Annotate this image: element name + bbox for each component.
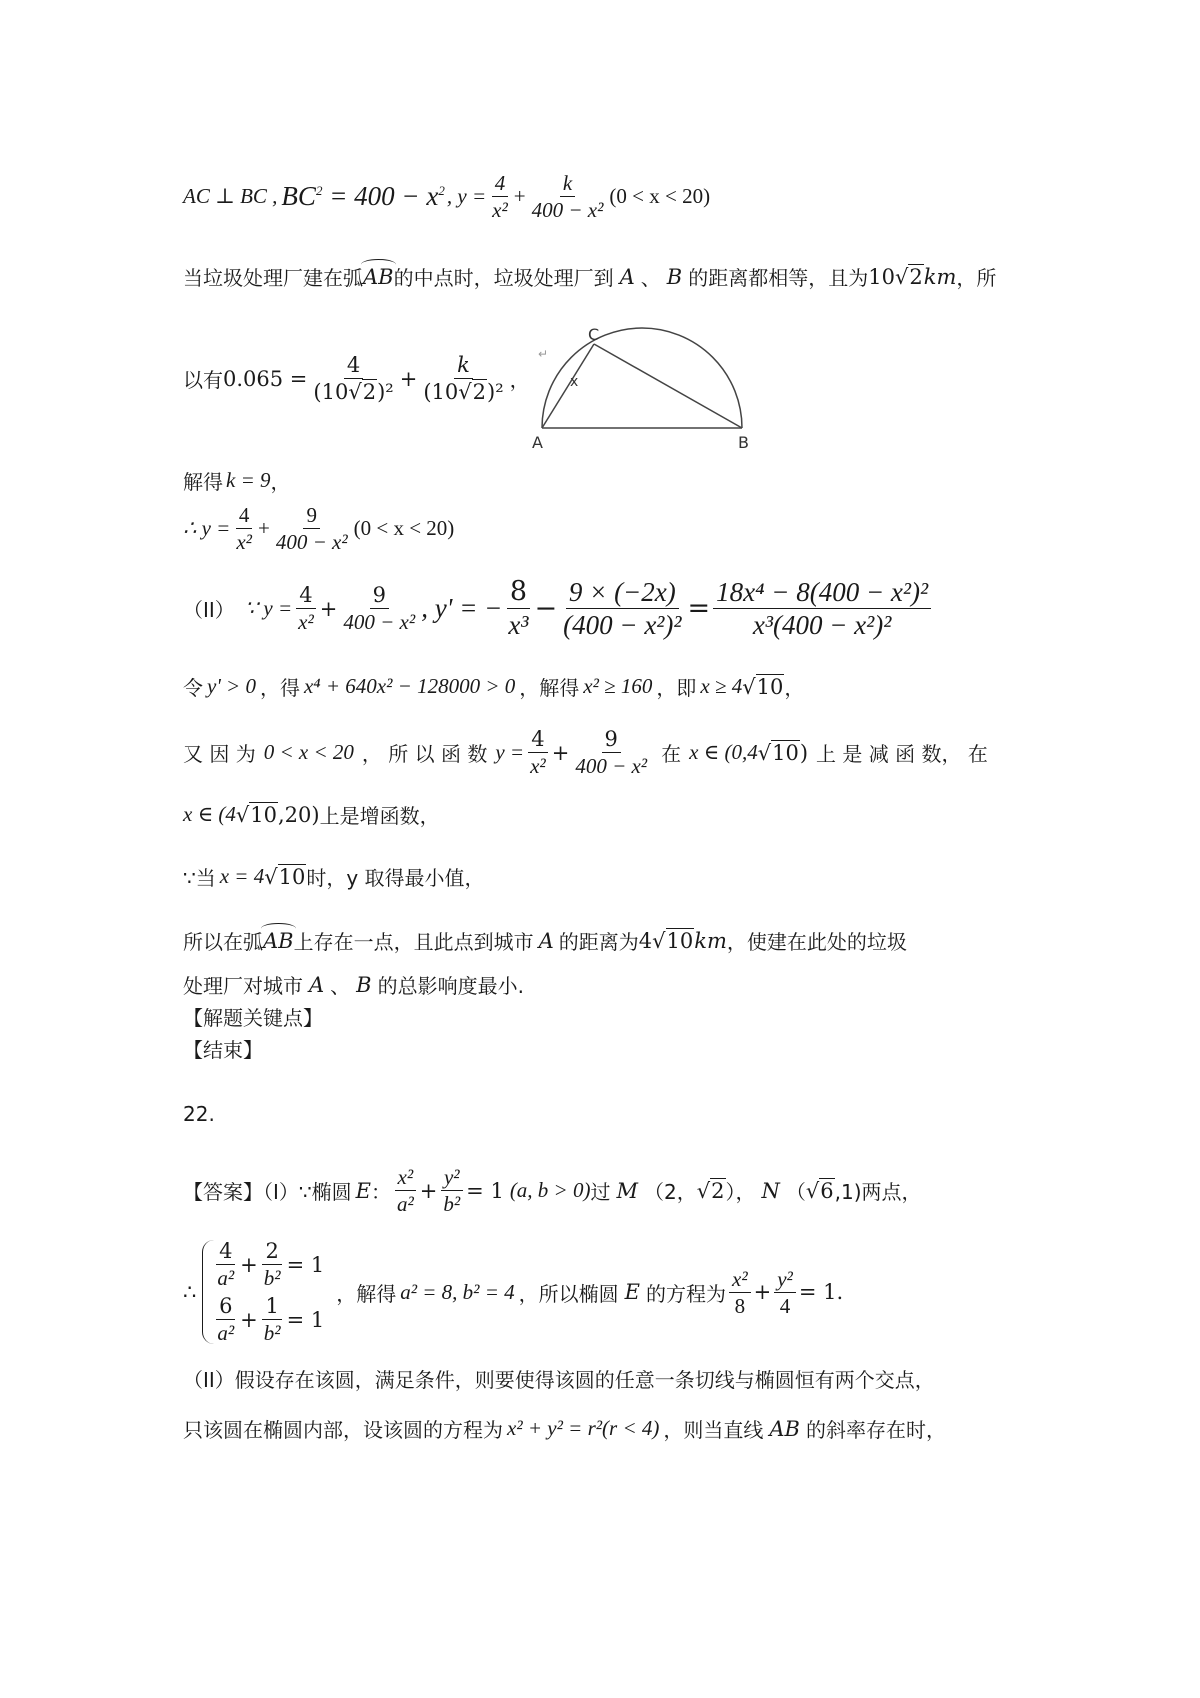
fraction: $\frac{\text{y²}}{\text{b²}}$: [440, 1166, 463, 1215]
fraction: $\frac{4}{\text{x²}}$: [298, 583, 314, 635]
question-number: 22.: [183, 1102, 215, 1126]
fraction: $\frac{9}{\text{400 − x²}}$: [343, 583, 416, 635]
fraction: $\frac{\text{18x⁴ − 8(400 − x²)²}}{\text{x³(400 − x²)²}}$: [713, 578, 931, 640]
paragraph-mark-icon: ↵: [538, 347, 549, 361]
text-line-4: 解得 k = 9 ，: [183, 468, 291, 494]
fraction: $\frac{9 \times (-2x)}{\text{(400 − x²)²}}$: [563, 577, 682, 641]
arc-ab: AB: [263, 928, 294, 953]
y-equals: , y =: [446, 184, 487, 209]
text-line-12: 处理厂对城市 A 、 B 的总影响度最小.: [183, 972, 524, 998]
end-marker: 【结束】: [183, 1038, 263, 1062]
fraction: $\frac{8}{\text{x³}}$: [508, 576, 529, 641]
text-line-11: 所以在弧 AB 上存在一点，且此点到城市 A 的距离为 4 √ 10 km ，使建在此处的垃圾: [183, 928, 907, 954]
segment-bc: [594, 344, 742, 428]
bc-equation: = 400 − x: [322, 181, 439, 212]
point-b: B: [666, 264, 683, 289]
fraction: $\frac{\text{x²}}{\text{a²}}$: [394, 1166, 417, 1215]
equation-line-5: ∴ y = $\frac{4}{\text{x²}}$ + $\frac{9}{\text{400 − x²}}$ (0 < x < 20): [183, 503, 455, 555]
fraction: $\frac{4}{\text{(10√2)²}}$: [313, 353, 394, 405]
domain-range: (0 < x < 20): [609, 184, 711, 209]
label-x: x: [570, 374, 579, 390]
bc-term: BC: [281, 181, 316, 212]
system-of-equations: ∴ $\frac{4}{\text{a²}}$ + $\frac{2}{\text{b²}}$ = 1 $\frac{6}{\text{a²}}$ + $\frac{1}{\text{b²}}$ = 1 ，解得 a² = 8, b² = 4 ，所以椭圆 E 的方程为 $\frac{\text{x²}}{8}$ + $\frac{\text{y²}}{4}$ = 1.: [183, 1239, 844, 1346]
fraction: $\frac{4}{\text{x²}}$: [530, 727, 546, 779]
fraction: $\frac{4}{\text{x²}}$: [492, 171, 508, 223]
derivative-line: （II） ∵ y = $\frac{4}{\text{x²}}$ + $\frac{9}{\text{400 − x²}}$ , y' = − $\frac{8}{\text{x³}}$ − $\frac{9 \times (-2x)}{\text{(400 − x²)²}}$ = $\frac{\text{18x⁴ − 8(400 − x²)²}}{\text{x³(400 − x²)²}}$: [183, 578, 934, 640]
label-b: B: [738, 433, 749, 452]
equation-system: $\frac{4}{\text{a²}}$ + $\frac{2}{\text{b²}}$ = 1 $\frac{6}{\text{a²}}$ + $\frac{1}{\text{b²}}$ = 1: [202, 1240, 324, 1344]
fraction: $\frac{k}{\text{400 − x²}}$: [531, 171, 604, 223]
equation-line-3: 以有 0.065 = $\frac{4}{\text{(10√2)²}}$ + $\frac{k}{\text{(10√2)²}}$ ，: [183, 353, 530, 405]
text-line-8: 又 因 为 0 < x < 20 ， 所 以 函 数 y = $\frac{4}{\text{x²}}$ + $\frac{9}{\text{400 − x²}}$ 在 x ∈ (0,4 √ 10 ) 上 是 减 函 数， 在: [183, 727, 988, 779]
text-line-10: ∵当 x = 4 √ 10 时，y 取得最小值，: [183, 864, 485, 890]
value-0065: 0.065 =: [223, 366, 308, 391]
text-line-18: （II）假设存在该圆，满足条件，则要使得该圆的任意一条切线与椭圆恒有两个交点，: [183, 1368, 935, 1392]
label-c: C: [588, 325, 600, 344]
perpendicular-statement: AC ⊥ BC ,: [183, 184, 278, 209]
segment-ac: [542, 344, 594, 428]
semicircle-figure: [532, 322, 762, 452]
equation-line-1: AC ⊥ BC , $BC^2 = 400 - x^2$ , y = $\frac{4}{\text{x²}}$ + $\frac{k}{\text{400 − x²}}$ (0 < x < 20): [183, 171, 711, 223]
arc-ab: AB: [363, 264, 394, 289]
fraction: $\frac{9}{\text{400 − x²}}$: [275, 503, 348, 555]
fraction: $\frac{4}{\text{x²}}$: [236, 503, 252, 555]
label-a: A: [532, 433, 543, 452]
text-line-7: 令 y' > 0 ，得 x⁴ + 640x² − 128000 > 0 ，解得 x² ≥ 160 ，即 x ≥ 4 √ 10 ，: [183, 674, 805, 700]
point-a: A: [619, 264, 635, 289]
key-points-heading: 【解题关键点】: [183, 1006, 323, 1030]
answer-line: 【答案】（I）∵椭圆 E ： $\frac{\text{x²}}{\text{a²}}$ + $\frac{\text{y²}}{\text{b²}}$ = 1 (a, b > 0) 过 M （2， √ 2 ）， N （ √ 6 ,1)两点，: [183, 1165, 922, 1217]
k-value: k = 9: [226, 468, 271, 492]
text-line-9: x ∈ (4 √ 10 ,20) 上是增函数，: [183, 802, 440, 828]
text-line-19: 只该圆在椭圆内部，设该圆的方程为 x² + y² = r²(r < 4) ，则当直线 AB 的斜率存在时，: [183, 1416, 946, 1442]
fraction: $\frac{9}{\text{400 − x²}}$: [575, 727, 648, 779]
text-line-2: 当垃圾处理厂建在弧 AB 的中点时，垃圾处理厂到 A 、 B 的距离都相等，且为 10 √ 2 km ，所: [183, 264, 997, 290]
fraction: $\frac{k}{\text{(10√2)²}}$: [423, 353, 504, 405]
